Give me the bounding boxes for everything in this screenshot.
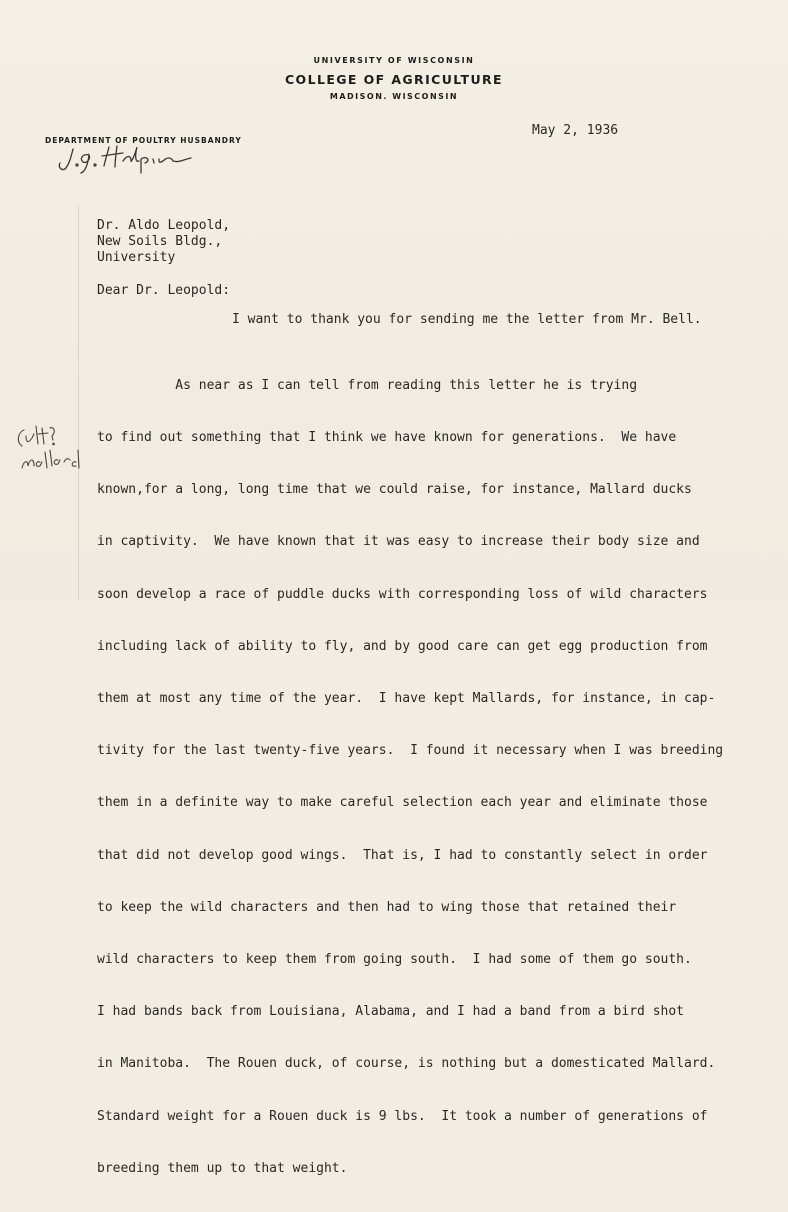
handwritten-initials-signature bbox=[55, 141, 195, 175]
recipient-building: New Soils Bldg., bbox=[97, 234, 223, 249]
letter-date: May 2, 1936 bbox=[532, 123, 619, 138]
body-line: to find out something that I think we have known for generations. We have bbox=[97, 430, 677, 446]
body-line: to keep the wild characters and then had to wing those that retained their bbox=[97, 899, 677, 915]
letterhead-college: COLLEGE OF AGRICULTURE bbox=[284, 72, 503, 87]
body-line: known,for a long, long time that we could raise, for instance, Mallard ducks bbox=[97, 482, 692, 498]
letterhead-department: DEPARTMENT OF POULTRY HUSBANDRY bbox=[45, 136, 242, 145]
body-line: that did not develop good wings. That is, I had to constantly select in order bbox=[97, 847, 708, 863]
salutation: Dear Dr. Leopold: bbox=[97, 283, 231, 298]
body-line: them in a definite way to make careful selection each year and eliminate those bbox=[97, 795, 708, 811]
body-line: soon develop a race of puddle ducks with corresponding loss of wild characters bbox=[97, 586, 708, 602]
recipient-name: Dr. Aldo Leopold, bbox=[97, 218, 231, 233]
body-line: tivity for the last twenty-five years. I found it necessary when I was breeding bbox=[97, 743, 724, 759]
body-line: in captivity. We have known that it was easy to increase their body size and bbox=[97, 534, 700, 550]
handwritten-margin-note bbox=[10, 422, 85, 492]
paragraph-one: I want to thank you for sending me the letter from Mr. Bell. bbox=[232, 312, 702, 327]
letterhead-city: MADISON. WISCONSIN bbox=[329, 92, 459, 101]
letterhead-university: UNIVERSITY OF WISCONSIN bbox=[313, 56, 475, 65]
body-line: I had bands back from Louisiana, Alabama, and I had a band from a bird shot bbox=[97, 1004, 684, 1020]
body-line: them at most any time of the year. I have kept Mallards, for instance, in cap- bbox=[97, 691, 716, 707]
body-line: wild characters to keep them from going south. I had some of them go south. bbox=[97, 952, 692, 968]
body-line: As near as I can tell from reading this letter he is trying bbox=[97, 377, 638, 393]
body-line: in Manitoba. The Rouen duck, of course, is nothing but a domesticated Mallard. bbox=[97, 1056, 716, 1072]
body-line: Standard weight for a Rouen duck is 9 lbs. It took a number of generations of bbox=[97, 1108, 708, 1124]
body-line: including lack of ability to fly, and by good care can get egg production from bbox=[97, 638, 708, 654]
body-line: breeding them up to that weight. bbox=[97, 1160, 348, 1176]
margin-rule bbox=[78, 205, 79, 600]
paragraph-two bbox=[97, 342, 723, 1212]
recipient-institution: University bbox=[97, 250, 176, 265]
